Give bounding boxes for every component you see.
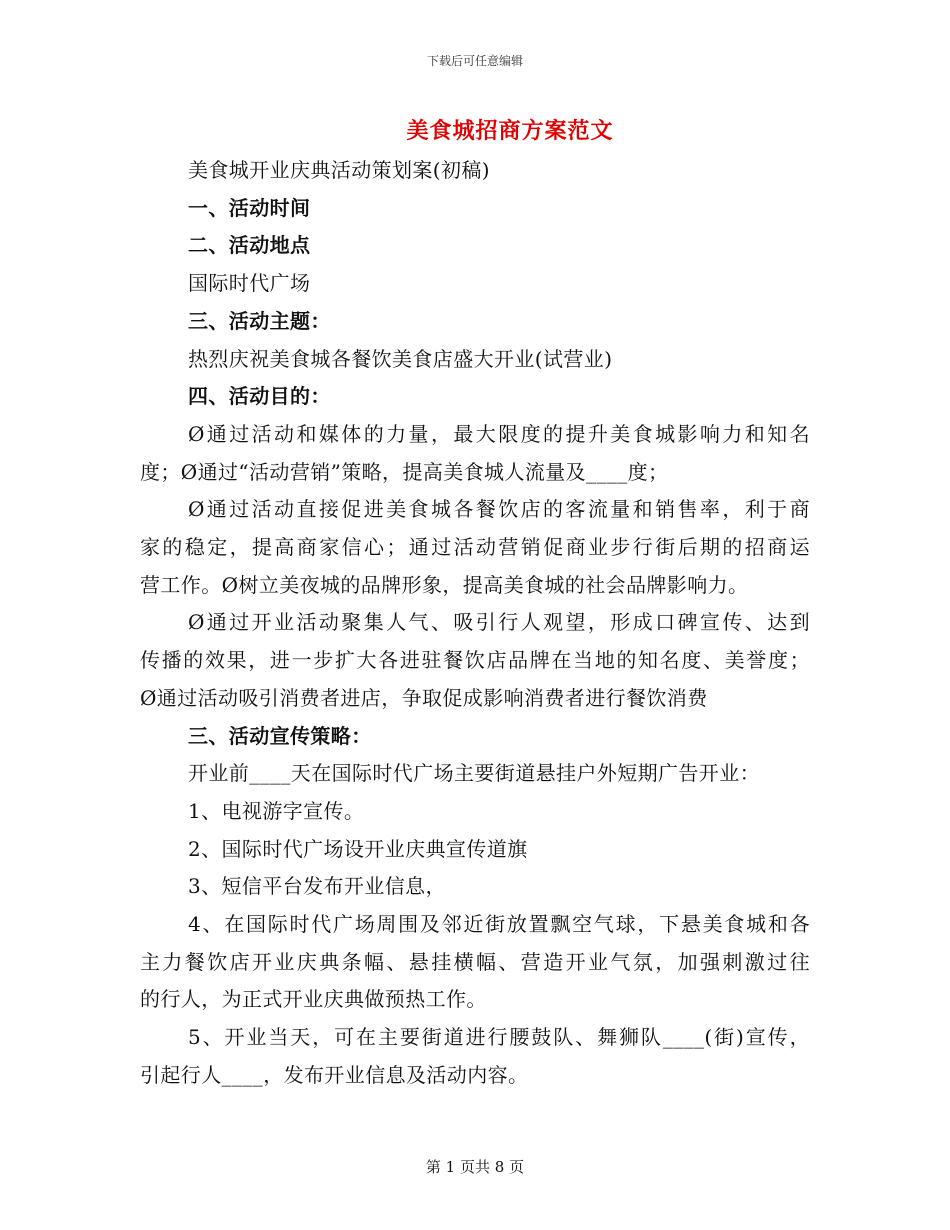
paragraph-line: 2、国际时代广场设开业庆典宣传道旗	[188, 836, 528, 861]
paragraph-line: 传播的效果，进一步扩大各进驻餐饮店品牌在当地的知名度、美誉度；	[140, 648, 810, 673]
paragraph-line: Ø通过活动和媒体的力量，最大限度的提升美食城影响力和知名	[188, 421, 810, 446]
paragraph-line: 引起行人____，发布开业信息及活动内容。	[140, 1062, 529, 1087]
paragraph-line: 4、在国际时代广场周围及邻近街放置飘空气球，下悬美食城和各	[188, 912, 810, 937]
page-number: 第 1 页共 8 页	[425, 1158, 525, 1176]
paragraph-line: Ø通过活动吸引消费者进店，争取促成影响消费者进行餐饮消费	[140, 685, 708, 710]
paragraph-line: Ø通过活动直接促进美食城各餐饮店的客流量和销售率，利于商	[188, 497, 810, 522]
section-heading: 三、活动宣传策略：	[188, 723, 372, 748]
paragraph-line: Ø通过开业活动聚集人气、吸引行人观望，形成口碑宣传、达到	[188, 610, 810, 635]
document-body	[140, 152, 810, 1095]
paragraph-line: 国际时代广场	[188, 271, 311, 296]
paragraph-line: 3、短信平台发布开业信息，	[188, 874, 446, 899]
section-heading: 一、活动时间	[188, 195, 311, 220]
section-heading: 三、活动主题：	[188, 308, 331, 333]
paragraph-line: 度；Ø通过“活动营销”策略，提高美食城人流量及____度；	[140, 459, 669, 484]
paragraph-line: 1、电视游字宣传。	[188, 798, 365, 823]
paragraph-line: 开业前____天在国际时代广场主要街道悬挂户外短期广告开业：	[188, 761, 760, 786]
paragraph-line: 美食城开业庆典活动策划案(初稿)	[188, 158, 491, 182]
header-note: 下载后可任意编辑	[426, 54, 523, 68]
paragraph-line: 热烈庆祝美食城各餐饮美食店盛大开业(试营业)	[188, 346, 613, 371]
section-heading: 四、活动目的：	[188, 384, 331, 409]
paragraph-line: 家的稳定，提高商家信心；通过活动营销促商业步行街后期的招商运	[140, 535, 810, 560]
paragraph-line: 5、开业当天，可在主要街道进行腰鼓队、舞狮队____(街)宣传，	[188, 1025, 810, 1050]
section-heading: 二、活动地点	[188, 233, 311, 258]
paragraph-line: 的行人，为正式开业庆典做预热工作。	[140, 987, 487, 1012]
document-title: 美食城招商方案范文	[406, 118, 614, 144]
paragraph-line: 主力餐饮店开业庆典条幅、悬挂横幅、营造开业气氛，加强刺激过往	[140, 949, 810, 974]
paragraph-line: 营工作。Ø树立美夜城的品牌形象，提高美食城的社会品牌影响力。	[140, 572, 749, 597]
